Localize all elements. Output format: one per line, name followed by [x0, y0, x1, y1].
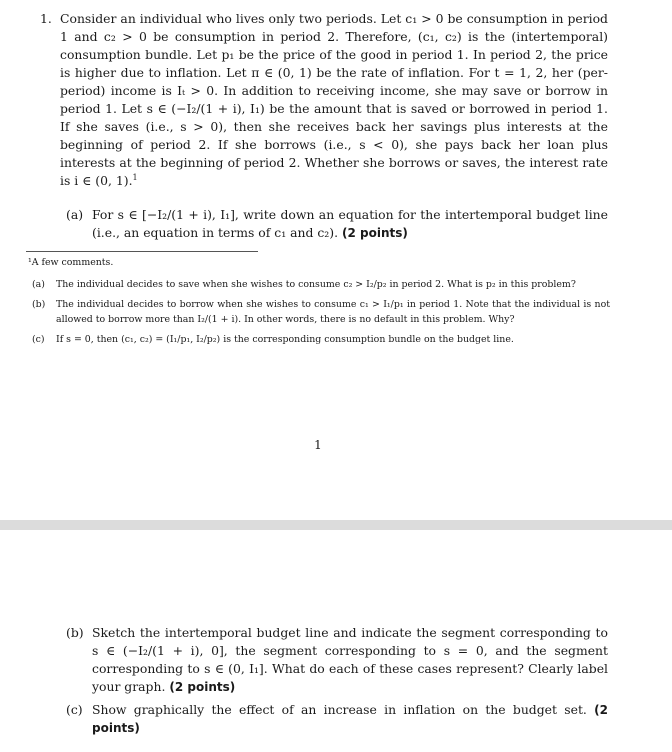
- question-1: [40, 10, 608, 190]
- footnote-item-label: (c): [32, 334, 45, 346]
- page-separator: [0, 520, 672, 530]
- question-number: 1.: [40, 11, 52, 26]
- question-text: Consider an individual who lives only two periods. Let c₁ > 0 be consumption in period 1 and c₂ > 0 be consumption in period 2. Therefore, (c₁, c₂) is the (intertemporal) consumption bundle. Let p₁ be the price of the good in period 1. In period 2, the price is higher due to inflation. Let π ∈ (0, 1) be the rate of inflation. For t = 1, 2, her (per-period) income is Iₜ > 0. In addition to receiving income, she may save or borrow in period 1. Let s ∈ (−I₂/(1 + i), I₁) be the amount that is saved or borrowed in period 1. If she saves (i.e., s > 0), then she receives back her savings plus interests at the beginning of period 2. If she borrows (i.e., s < 0), she pays back her loan plus interests at the beginning of period 2. Whether she borrows or saves, the interest rate is i ∈ (0, 1).: [60, 11, 608, 188]
- part-a-body: [92, 206, 608, 242]
- part-c-text: Show graphically the effect of an increase in inflation on the budget set.: [92, 702, 587, 717]
- part-a-label: (a): [66, 207, 84, 222]
- part-c-body: [92, 701, 608, 737]
- part-b-label: (b): [66, 625, 84, 640]
- footnote-item-text: The individual decides to borrow when she wishes to consume c₁ > I₁/p₁ in period 1. Note that the individual is not allowed to borrow more than I₂/(1 + i). In other words, there is no default in this problem. Why?: [56, 299, 610, 325]
- footnote-heading: ¹A few comments.: [28, 257, 114, 268]
- footnote-item-text: If s = 0, then (c₁, c₂) = (I₁/p₁, I₂/p₂) is the corresponding consumption bundle on the budget line.: [56, 334, 514, 346]
- question-body: [60, 10, 608, 190]
- part-c-points: (2 points): [92, 703, 608, 735]
- footnote-item-text: The individual decides to save when she wishes to consume c₂ > I₂/p₂ in period 2. What is p₂ in this problem?: [56, 278, 576, 290]
- part-a-text: For s ∈ [−I₂/(1 + i), I₁], write down an equation for the intertemporal budget line (i.e., an equation in terms of c₁ and c₂).: [92, 207, 608, 240]
- footnote-item: [26, 333, 610, 348]
- footnote-item-label: (b): [32, 299, 46, 311]
- page-number: 1: [314, 438, 322, 452]
- part-b: [66, 624, 608, 696]
- footnote-rule: [26, 251, 258, 252]
- part-b-body: [92, 624, 608, 696]
- part-c-label: (c): [66, 702, 83, 717]
- footnotes: [26, 256, 610, 354]
- part-a: [66, 206, 608, 242]
- footnote-item: [26, 298, 610, 327]
- part-c: [66, 701, 608, 737]
- part-b-points: (2 points): [169, 680, 236, 694]
- footnote-item: [26, 278, 610, 293]
- footnote-item-label: (a): [32, 278, 45, 290]
- part-b-text: Sketch the intertemporal budget line and indicate the segment corresponding to s ∈ (−I₂/(1 + i), 0], the segment corresponding to s = 0, and the segment corresponding to s ∈ (0, I₁]. What do each of these cases represent? Clearly label your graph.: [92, 625, 608, 694]
- footnote-mark: 1: [132, 172, 138, 182]
- part-a-points: (2 points): [342, 226, 408, 240]
